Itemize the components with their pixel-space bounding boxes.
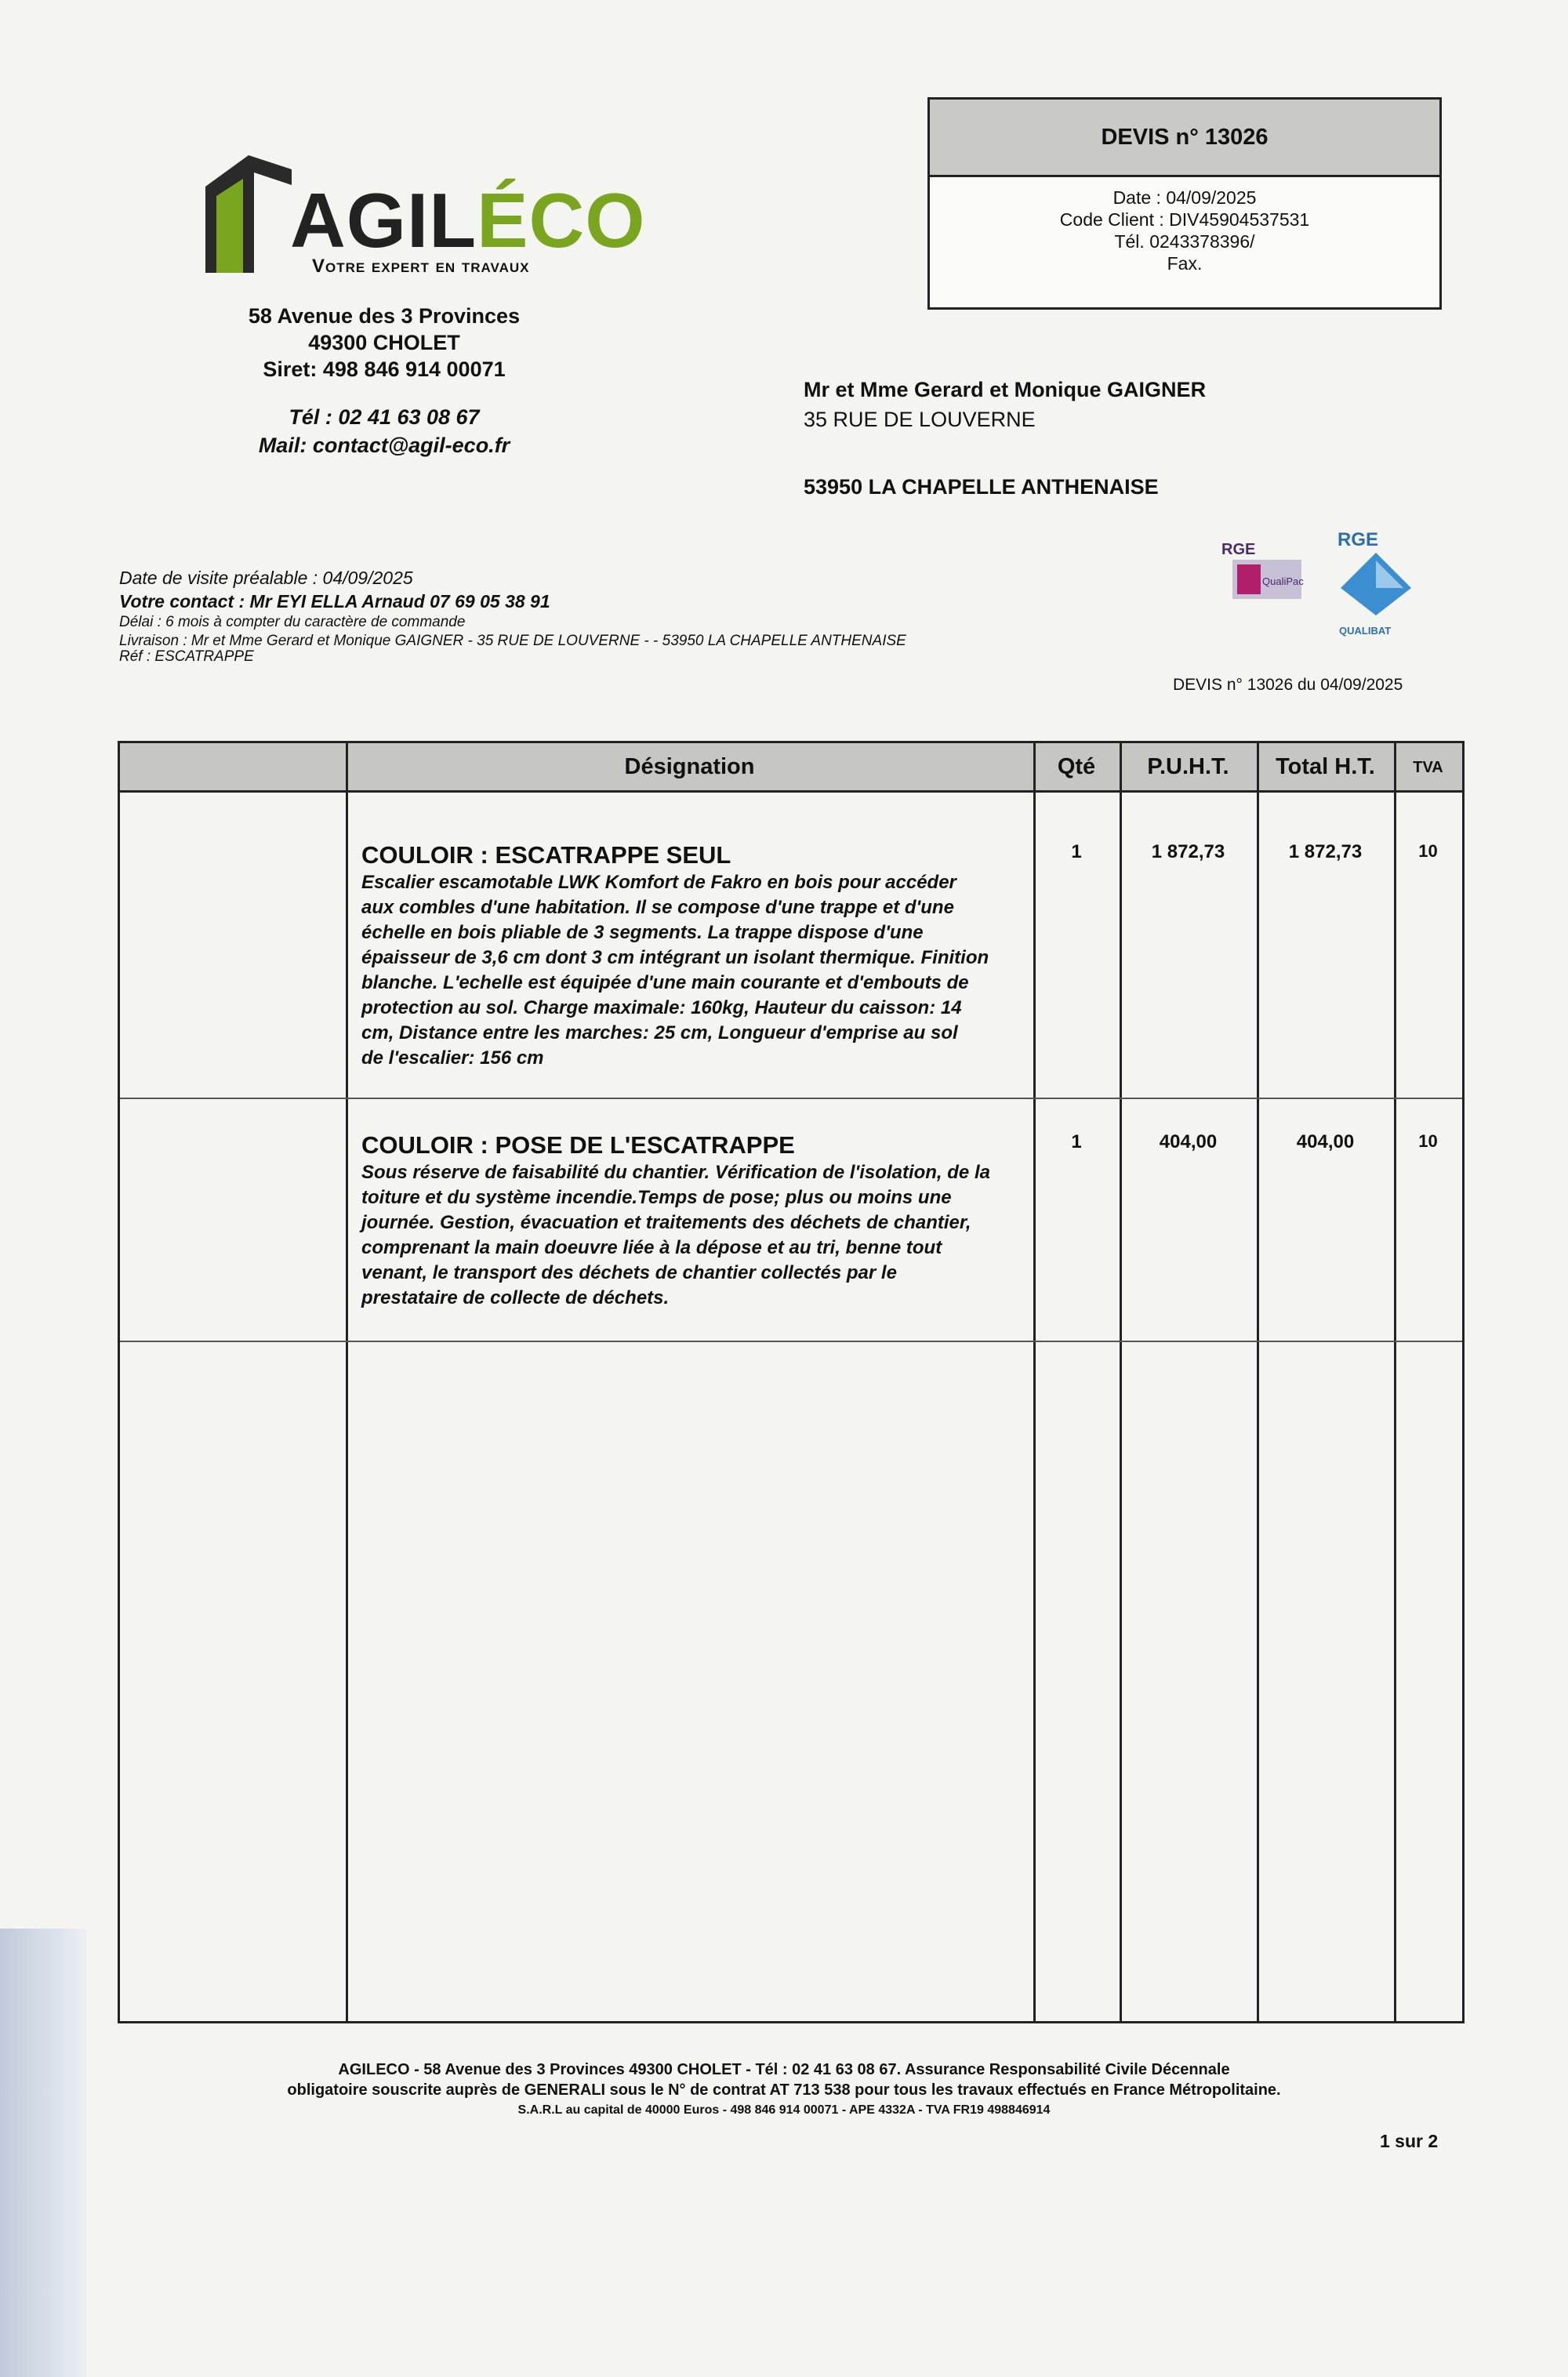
company-contact xyxy=(196,403,572,459)
row-separator xyxy=(120,1341,1462,1342)
photo-shadow xyxy=(0,1929,86,2377)
visit-date: Date de visite préalable : 04/09/2025 xyxy=(119,568,413,588)
footer-line-3: S.A.R.L au capital de 40000 Euros - 498 846 914 00071 - APE 4332A - TVA FR19 498846914 xyxy=(517,2103,1051,2117)
logo-accent-text: ÉCO xyxy=(477,177,646,263)
item-title: COULOIR : POSE DE L'ESCATRAPPE xyxy=(361,1131,795,1159)
client-name: Mr et Mme Gerard et Monique GAIGNER xyxy=(804,378,1207,401)
qualipac-text: QualiPac xyxy=(1262,575,1304,587)
company-address xyxy=(196,303,572,383)
description-line: blanche. L'echelle est équipée d'une main courante et d'embouts de xyxy=(361,972,969,993)
devis-reference: DEVIS n° 13026 du 04/09/2025 xyxy=(1173,676,1403,694)
company-mail: Mail: contact@agil-eco.fr xyxy=(258,434,510,457)
item-total: 1 872,73 xyxy=(1288,841,1363,862)
company-city: 49300 CHOLET xyxy=(308,331,460,354)
item-total: 404,00 xyxy=(1296,1131,1355,1152)
description-line: journée. Gestion, évacuation et traitements des déchets de chantier, xyxy=(361,1212,971,1233)
devis-client-code: Code Client : DIV45904537531 xyxy=(1059,209,1310,230)
devis-info xyxy=(930,177,1439,274)
footer-line-1: AGILECO - 58 Avenue des 3 Provinces 49300 CHOLET - Tél : 02 41 63 08 67. Assurance Responsabilité Civile Décennale xyxy=(338,2061,1230,2078)
logo-tagline: Votre expert en travaux xyxy=(312,256,530,277)
reference: Réf : ESCATRAPPE xyxy=(119,648,254,665)
page-footer xyxy=(157,2059,1411,2121)
header-qty: Qté xyxy=(1057,754,1096,779)
header-unit-price: P.U.H.T. xyxy=(1147,754,1229,779)
description-line: cm, Distance entre les marches: 25 cm, Longueur d'emprise au sol xyxy=(361,1022,958,1043)
footer-line-2: obligatoire souscrite auprès de GENERALI sous le N° de contrat AT 713 538 pour tous les travaux effectués en France Métropolitaine. xyxy=(287,2081,1281,2099)
column-divider xyxy=(1120,743,1122,2021)
delivery-address: Livraison : Mr et Mme Gerard et Monique GAIGNER - 35 RUE DE LOUVERNE - - 53950 LA CHAPELLE ANTHENAISE xyxy=(119,633,906,649)
description-line: Sous réserve de faisabilité du chantier. Vérification de l'isolation, de la xyxy=(361,1162,990,1183)
client-city: 53950 LA CHAPELLE ANTHENAISE xyxy=(804,475,1159,499)
company-street: 58 Avenue des 3 Provinces xyxy=(248,304,521,328)
qualibat-logo-icon xyxy=(1333,553,1419,623)
column-divider xyxy=(1394,743,1396,2021)
column-divider xyxy=(346,743,348,2021)
client-address xyxy=(804,375,1206,502)
description-line: de l'escalier: 156 cm xyxy=(361,1047,544,1069)
header-tva: TVA xyxy=(1413,759,1443,776)
quote-meta xyxy=(119,566,906,666)
contact-person: Votre contact : Mr EYI ELLA Arnaud 07 69 05 38 91 xyxy=(119,591,550,611)
item-unit-price: 404,00 xyxy=(1159,1131,1218,1152)
item-qty: 1 xyxy=(1071,841,1082,862)
page-number: 1 sur 2 xyxy=(1380,2131,1439,2151)
description-line: aux combles d'une habitation. Il se compose d'une trappe et d'une xyxy=(361,897,954,918)
delay-text: Délai : 6 mois à compter du caractère de commande xyxy=(119,614,466,630)
agileco-logo-icon xyxy=(205,155,292,273)
devis-header-box xyxy=(927,97,1442,310)
item-description xyxy=(361,1160,1028,1311)
qualipac-rge-text: RGE xyxy=(1221,541,1256,558)
description-line: protection au sol. Charge maximale: 160kg, Hauteur du caisson: 14 xyxy=(361,997,962,1018)
description-line: échelle en bois pliable de 3 segments. La trappe dispose d'une xyxy=(361,922,924,943)
description-line: épaisseur de 3,6 cm dont 3 cm intégrant un isolant thermique. Finition xyxy=(361,947,989,968)
devis-title: DEVIS n° 13026 xyxy=(930,100,1439,177)
header-total: Total H.T. xyxy=(1276,754,1375,779)
rge-qualibat-badge xyxy=(1333,529,1419,639)
description-line: prestataire de collecte de déchets. xyxy=(361,1287,670,1308)
company-siret: Siret: 498 846 914 00071 xyxy=(263,357,506,381)
qualibat-text: QUALIBAT xyxy=(1339,625,1392,637)
item-unit-price: 1 872,73 xyxy=(1151,841,1225,862)
item-tva: 10 xyxy=(1418,841,1438,861)
devis-date: Date : 04/09/2025 xyxy=(1112,187,1257,208)
logo-main-text: AGIL xyxy=(290,177,477,263)
header-designation: Désignation xyxy=(624,754,755,779)
description-line: Escalier escamotable LWK Komfort de Fakro en bois pour accéder xyxy=(361,872,956,893)
company-tel: Tél : 02 41 63 08 67 xyxy=(289,405,480,429)
column-divider xyxy=(1033,743,1036,2021)
devis-fax: Fax. xyxy=(1167,253,1203,274)
description-line: venant, le transport des déchets de chantier collectés par le xyxy=(361,1262,897,1283)
column-divider xyxy=(1257,743,1259,2021)
item-description xyxy=(361,870,1028,1071)
quote-table xyxy=(118,741,1465,2023)
client-street: 35 RUE DE LOUVERNE xyxy=(804,408,1036,431)
row-separator xyxy=(120,1098,1462,1099)
item-tva: 10 xyxy=(1418,1131,1438,1151)
description-line: toiture et du système incendie.Temps de pose; plus ou moins une xyxy=(361,1187,952,1208)
rge-text: RGE xyxy=(1338,529,1379,550)
logo-wordmark xyxy=(290,177,646,263)
devis-tel: Tél. 0243378396/ xyxy=(1114,231,1255,252)
description-line: comprenant la main doeuvre liée à la dépose et au tri, benne tout xyxy=(361,1237,942,1258)
item-qty: 1 xyxy=(1071,1131,1082,1152)
rge-qualipac-badge xyxy=(1221,541,1306,605)
item-title: COULOIR : ESCATRAPPE SEUL xyxy=(361,841,731,869)
